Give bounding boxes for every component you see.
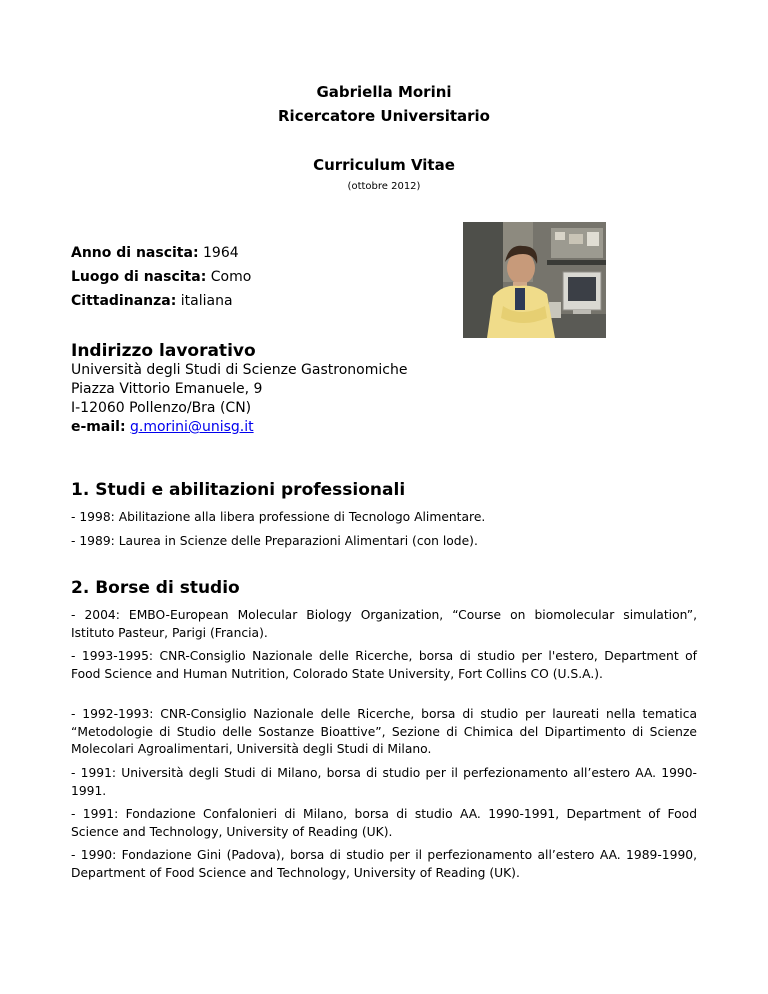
work-address-heading: Indirizzo lavorativo (71, 341, 256, 361)
document-date: (ottobre 2012) (347, 181, 421, 192)
birth-year-row (71, 245, 239, 261)
scholarship-item: - 1993-1995: CNR-Consiglio Nazionale delle Ricerche, borsa di studio per l'estero, Department of Food Science and Human Nutrition, Colorado State University, Fort Collins CO (U.S.A.). (71, 649, 697, 681)
document-title: Curriculum Vitae (313, 156, 455, 174)
studies-item: - 1998: Abilitazione alla libera professione di Tecnologo Alimentare. (71, 510, 486, 524)
birth-place-label: Luogo di nascita: (71, 269, 207, 285)
studies-item: - 1989: Laurea in Scienze delle Preparazioni Alimentari (con lode). (71, 534, 478, 548)
section-scholarships-heading: 2. Borse di studio (71, 578, 240, 598)
photo-illustration (463, 222, 606, 338)
person-role: Ricercatore Universitario (278, 107, 490, 125)
scholarship-item: - 2004: EMBO-European Molecular Biology Organization, “Course on biomolecular simulation”, Istituto Pasteur, Parigi (Francia). (71, 608, 697, 640)
birth-place-value: Como (210, 269, 252, 285)
person-name: Gabriella Morini (316, 83, 452, 101)
work-address-block (71, 361, 407, 437)
citizenship-row (71, 293, 233, 309)
section-studies-heading: 1. Studi e abilitazioni professionali (71, 480, 406, 500)
citizenship-value: italiana (180, 293, 233, 309)
citizenship-label: Cittadinanza: (71, 293, 177, 309)
scholarship-item: - 1990: Fondazione Gini (Padova), borsa di studio per il perfezionamento all’estero AA. 1989-1990, Department of Food Science and Technology, University of Reading (UK). (71, 848, 697, 880)
birth-year-label: Anno di nascita: (71, 245, 199, 261)
email-row (71, 418, 407, 437)
email-label: e-mail: (71, 419, 126, 435)
address-line-2: Piazza Vittorio Emanuele, 9 (71, 381, 263, 397)
address-line-1: Università degli Studi di Scienze Gastronomiche (71, 362, 408, 378)
scholarship-item: - 1992-1993: CNR-Consiglio Nazionale delle Ricerche, borsa di studio per laureati nella tematica “Metodologie di Studio delle Sostanze Bioattive”, Sezione di Chimica del Dipartimento di Scienze Molecolari Agroalimentari, Università degli Studi di Milano. (71, 707, 697, 756)
birth-year-value: 1964 (203, 245, 239, 261)
scholarship-item: - 1991: Fondazione Confalonieri di Milano, borsa di studio AA. 1990-1991, Department of Food Science and Technology, University of Reading (UK). (71, 807, 697, 839)
address-line-3: I-12060 Pollenzo/Bra (CN) (71, 400, 252, 416)
birth-place-row (71, 269, 251, 285)
email-link[interactable]: g.morini@unisg.it (130, 419, 254, 435)
profile-photo (463, 222, 606, 338)
scholarship-item: - 1991: Università degli Studi di Milano, borsa di studio per il perfezionamento all’estero AA. 1990-1991. (71, 766, 697, 798)
